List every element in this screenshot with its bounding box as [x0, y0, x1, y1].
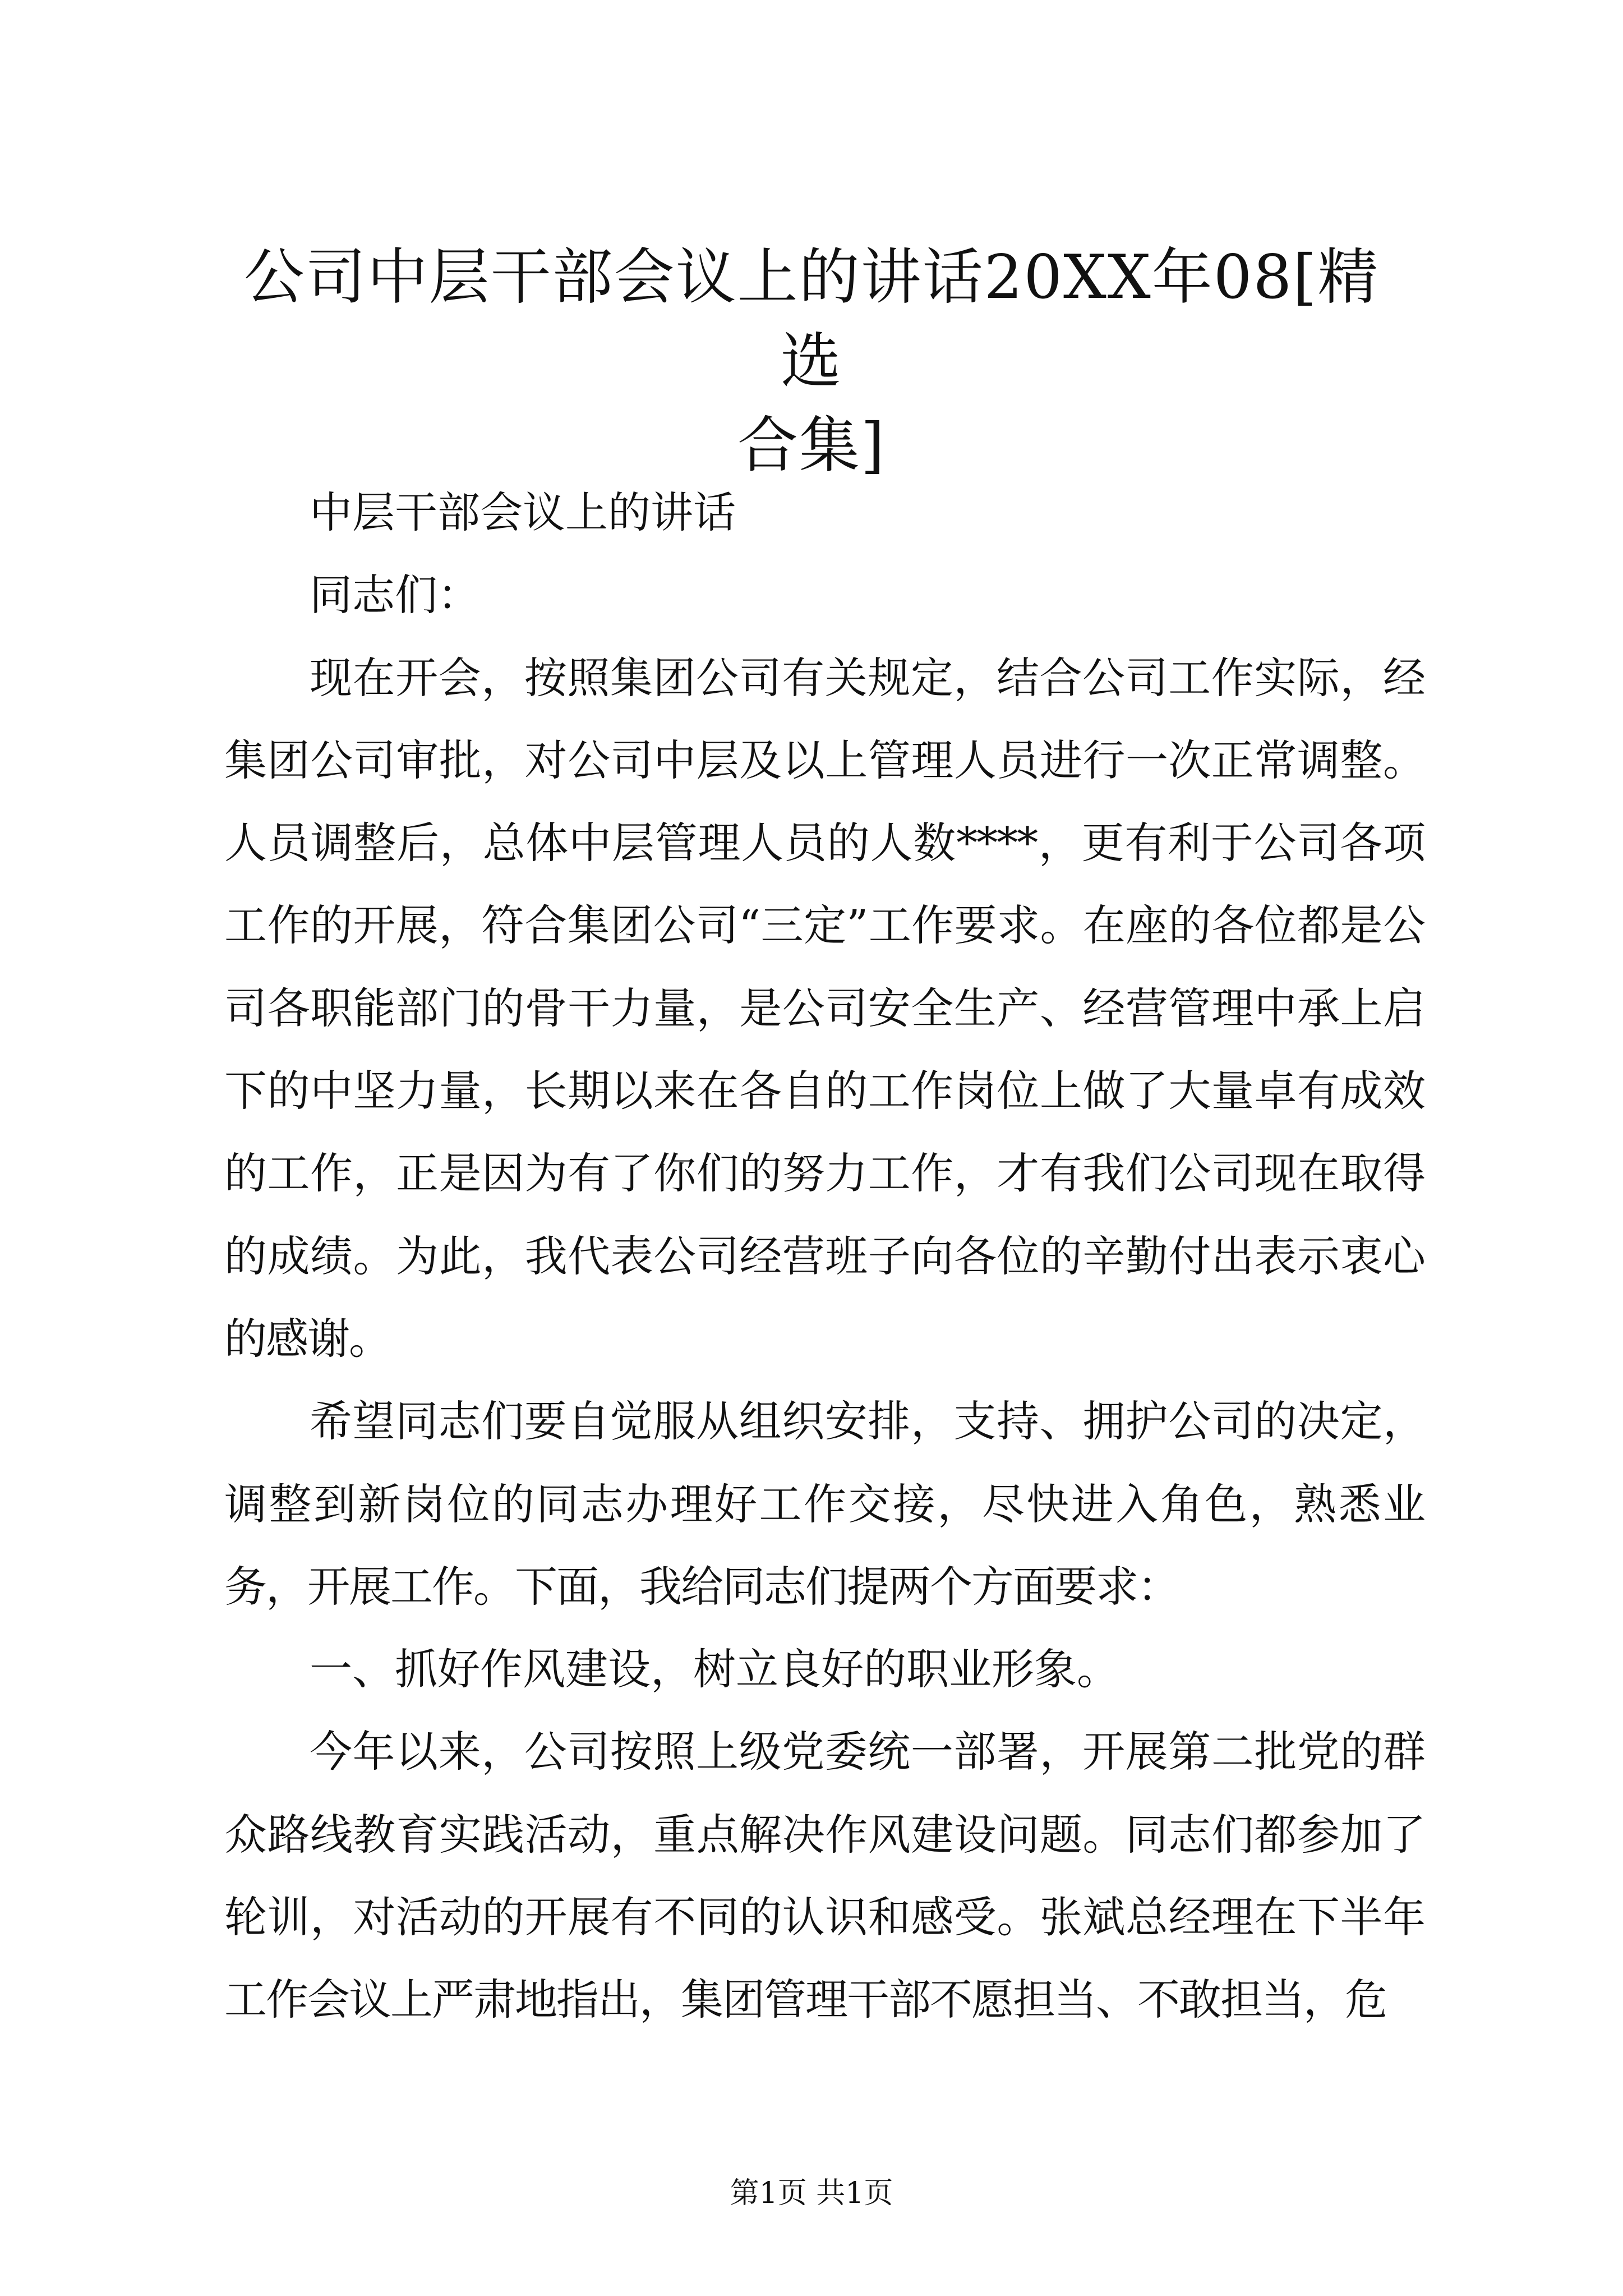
paragraph-1: 现在开会，按照集团公司有关规定，结合公司工作实际，经集团公司审批，对公司中层及以上管理人员进行一次正常调整。人员调整后，总体中层管理人员的人数****，更有利于公司各项工作的开展，符合集团公司“三定”工作要求。在座的各位都是公司各职能部门的骨干力量，是公司安全生产、经营管理中承上启下的中坚力量，长期以来在各自的工作岗位上做了大量卓有成效的工作，正是因为有了你们的努力工作，才有我们公司现在取得的成绩。为此，我代表公司经营班子向各位的辛勤付出表示衷心的感谢。	[224, 652, 1424, 1364]
paragraph-heading-1: 一、抓好作风建设，树立良好的职业形象。	[310, 1644, 1119, 1695]
title-line-1: 公司中层干部会议上的讲话20XX年08[精选	[243, 242, 1380, 397]
paragraph-subtitle: 中层干部会议上的讲话	[310, 487, 736, 537]
paragraph-3: 今年以来，公司按照上级党委统一部署，开展第二批党的群众路线教育实践活动，重点解决作风建设问题。同志们都参加了轮训，对活动的开展有不同的认识和感受。张斌总经理在下半年工作会议上严肃地指出，集团管理干部不愿担当、不敢担当，危	[224, 1727, 1424, 2025]
document-title	[213, 236, 1410, 488]
title-line-2: 合集]	[737, 411, 886, 481]
page-footer: 第1页 共1页	[730, 2177, 893, 2210]
document-body	[224, 471, 1424, 2041]
paragraph-2: 希望同志们要自觉服从组织安排，支持、拥护公司的决定，调整到新岗位的同志办理好工作交接，尽快进入角色，熟悉业务，开展工作。下面，我给同志们提两个方面要求：	[224, 1396, 1424, 1612]
paragraph-salutation: 同志们：	[310, 570, 480, 620]
